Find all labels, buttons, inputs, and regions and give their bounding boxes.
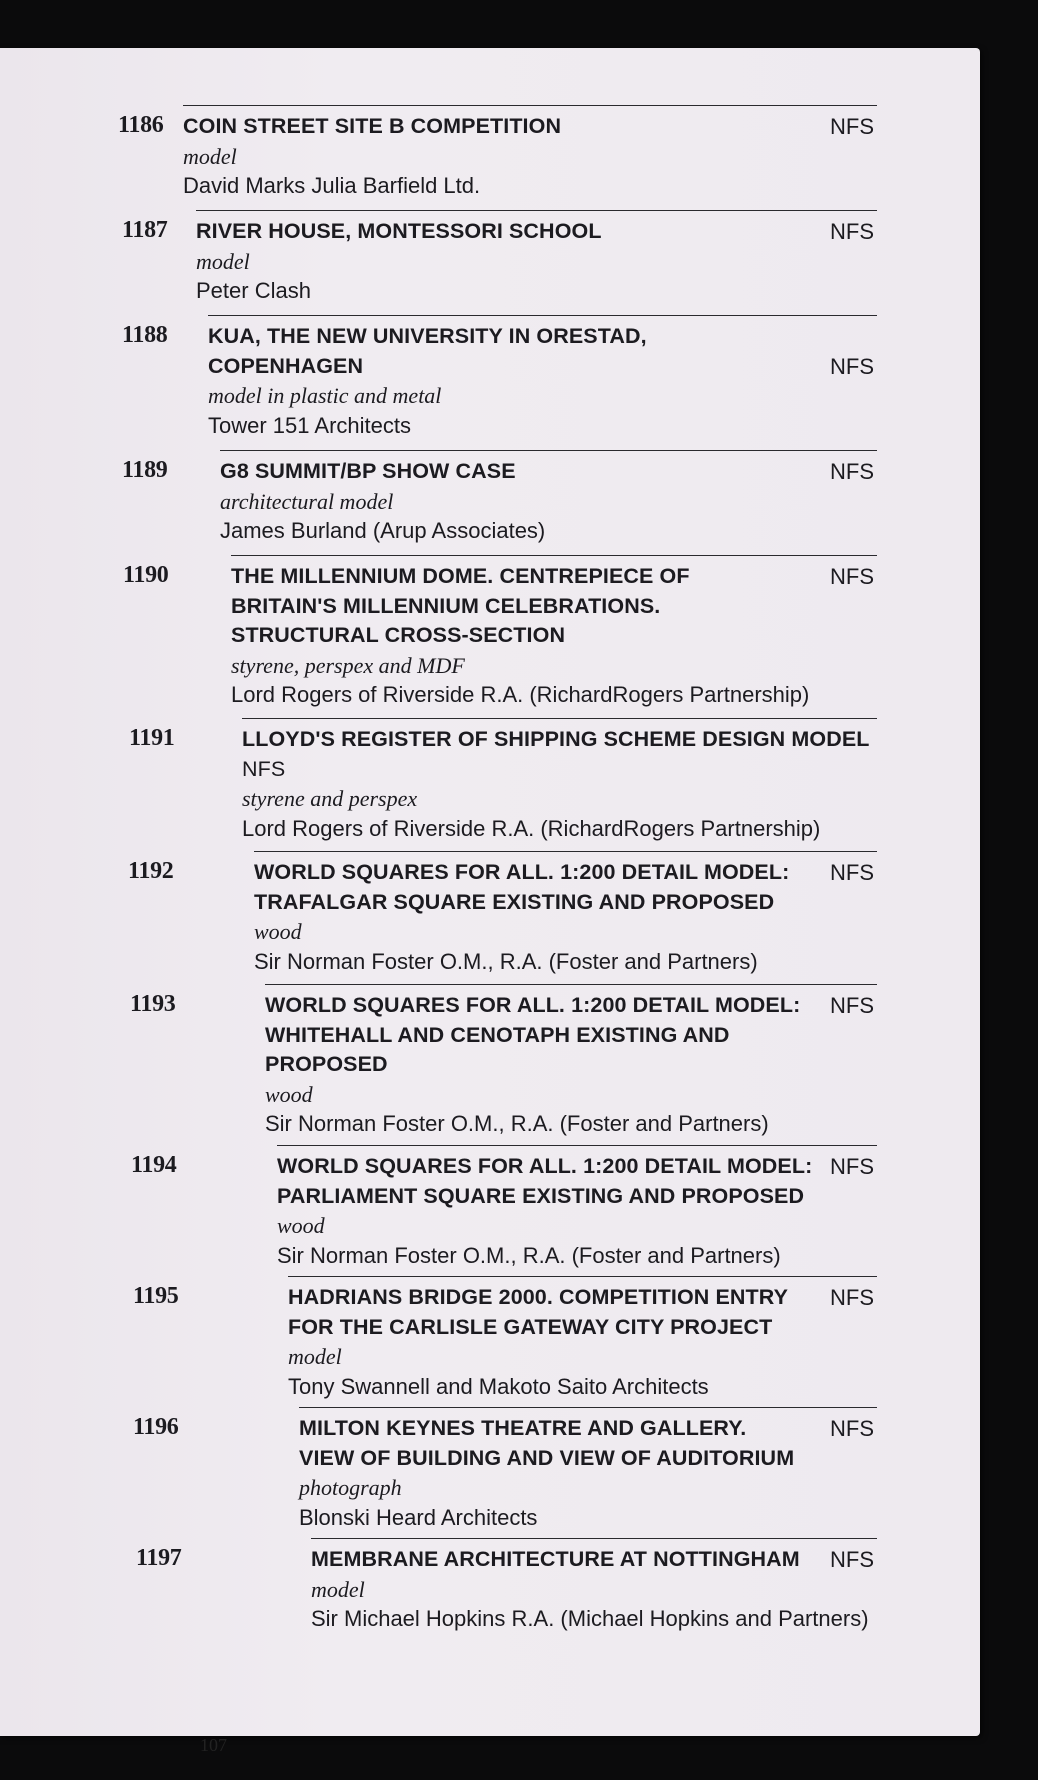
entry-price: NFS bbox=[830, 860, 874, 885]
catalogue-entry bbox=[136, 1538, 877, 1638]
entry-title: WORLD SQUARES FOR ALL. 1:200 DETAIL MODEL: TRAFALGAR SQUARE EXISTING AND PROPOSED bbox=[254, 860, 790, 914]
entry-number: 1187 bbox=[122, 217, 168, 243]
entry-title: WORLD SQUARES FOR ALL. 1:200 DETAIL MODEL: PARLIAMENT SQUARE EXISTING AND PROPOSED bbox=[277, 1154, 813, 1208]
entry-title: KUA, THE NEW UNIVERSITY IN ORESTAD, COPENHAGEN bbox=[208, 324, 647, 378]
entry-medium: styrene and perspex bbox=[242, 786, 418, 811]
entry-medium: wood bbox=[265, 1081, 313, 1107]
entry-number: 1197 bbox=[136, 1545, 182, 1571]
entry-number: 1195 bbox=[133, 1283, 179, 1309]
entry-number: 1192 bbox=[128, 858, 174, 884]
entry-number: 1194 bbox=[131, 1152, 177, 1178]
catalogue-entry bbox=[118, 105, 877, 210]
catalogue-entry bbox=[128, 851, 877, 984]
catalogue-entry bbox=[133, 1407, 877, 1538]
entry-maker: Tony Swannell and Makoto Saito Architects bbox=[288, 1373, 709, 1399]
catalogue-page bbox=[0, 48, 980, 1755]
entry-list bbox=[0, 105, 980, 1638]
catalogue-entry bbox=[133, 1276, 877, 1407]
catalogue-entry bbox=[122, 315, 877, 450]
entry-title: MILTON KEYNES THEATRE AND GALLERY. VIEW OF BUILDING AND VIEW OF AUDITORIUM bbox=[299, 1416, 795, 1470]
entry-medium: model in plastic and metal bbox=[208, 383, 442, 408]
entry-number: 1186 bbox=[118, 112, 164, 138]
entry-maker: David Marks Julia Barfield Ltd. bbox=[183, 173, 481, 198]
entry-medium: model bbox=[196, 248, 250, 274]
entry-maker: Lord Rogers of Riverside R.A. (RichardRogers Partnership) bbox=[231, 682, 810, 707]
entry-maker: Tower 151 Architects bbox=[208, 412, 411, 438]
entry-price: NFS bbox=[830, 993, 874, 1018]
catalogue-entry bbox=[122, 210, 877, 315]
catalogue-entry bbox=[131, 1145, 877, 1276]
entry-number: 1196 bbox=[133, 1414, 179, 1440]
entry-number: 1188 bbox=[122, 322, 168, 348]
entry-title: COIN STREET SITE B COMPETITION bbox=[183, 114, 562, 138]
catalogue-entry bbox=[129, 718, 877, 851]
entry-title: WORLD SQUARES FOR ALL. 1:200 DETAIL MODEL: WHITEHALL AND CENOTAPH EXISTING AND PROPOSED bbox=[265, 993, 801, 1076]
entry-maker: Sir Michael Hopkins R.A. (Michael Hopkins and Partners) bbox=[311, 1606, 869, 1631]
entry-title: LLOYD'S REGISTER OF SHIPPING SCHEME DESIGN MODEL bbox=[242, 727, 870, 751]
entry-title: MEMBRANE ARCHITECTURE AT NOTTINGHAM bbox=[311, 1547, 800, 1571]
entry-price: NFS bbox=[830, 1285, 874, 1310]
entry-maker: Blonski Heard Architects bbox=[299, 1504, 538, 1530]
entry-medium: wood bbox=[254, 919, 302, 944]
entry-maker: Sir Norman Foster O.M., R.A. (Foster and Partners) bbox=[265, 1111, 769, 1136]
entry-medium: wood bbox=[277, 1213, 325, 1238]
entry-title: THE MILLENNIUM DOME. CENTREPIECE OF BRITAIN'S MILLENNIUM CELEBRATIONS. STRUCTURAL CROSS-SECTION bbox=[231, 564, 690, 647]
entry-title: HADRIANS BRIDGE 2000. COMPETITION ENTRY FOR THE CARLISLE GATEWAY CITY PROJECT bbox=[288, 1285, 789, 1339]
entry-maker: James Burland (Arup Associates) bbox=[220, 518, 546, 543]
entry-price: NFS bbox=[830, 459, 874, 484]
entry-price: NFS bbox=[830, 1547, 874, 1572]
entry-title: G8 SUMMIT/BP SHOW CASE bbox=[220, 459, 516, 483]
entry-medium: photograph bbox=[299, 1475, 402, 1500]
catalogue-entry bbox=[122, 450, 877, 555]
entry-title: RIVER HOUSE, MONTESSORI SCHOOL bbox=[196, 219, 602, 243]
entry-number: 1190 bbox=[123, 562, 169, 588]
entry-price: NFS bbox=[830, 1416, 874, 1441]
entry-medium: styrene, perspex and MDF bbox=[231, 652, 465, 678]
entry-maker: Peter Clash bbox=[196, 278, 311, 303]
entry-price: NFS bbox=[830, 219, 874, 244]
entry-price: NFS bbox=[830, 353, 874, 379]
entry-price: NFS bbox=[242, 756, 286, 781]
entry-medium: architectural model bbox=[220, 488, 394, 514]
entry-price: NFS bbox=[830, 114, 874, 139]
page-number: 107 bbox=[200, 1735, 227, 1755]
entry-number: 1191 bbox=[129, 725, 175, 751]
entry-maker: Sir Norman Foster O.M., R.A. (Foster and Partners) bbox=[277, 1242, 781, 1268]
catalogue-entry bbox=[130, 984, 877, 1145]
entry-medium: model bbox=[288, 1344, 342, 1369]
entry-medium: model bbox=[183, 143, 237, 169]
entry-maker: Lord Rogers of Riverside R.A. (RichardRogers Partnership) bbox=[242, 815, 821, 841]
entry-maker: Sir Norman Foster O.M., R.A. (Foster and Partners) bbox=[254, 948, 758, 974]
entry-number: 1189 bbox=[122, 457, 168, 483]
entry-price: NFS bbox=[830, 564, 874, 589]
entry-number: 1193 bbox=[130, 991, 176, 1017]
entry-price: NFS bbox=[830, 1154, 874, 1179]
catalogue-entry bbox=[123, 555, 877, 718]
entry-medium: model bbox=[311, 1576, 365, 1602]
